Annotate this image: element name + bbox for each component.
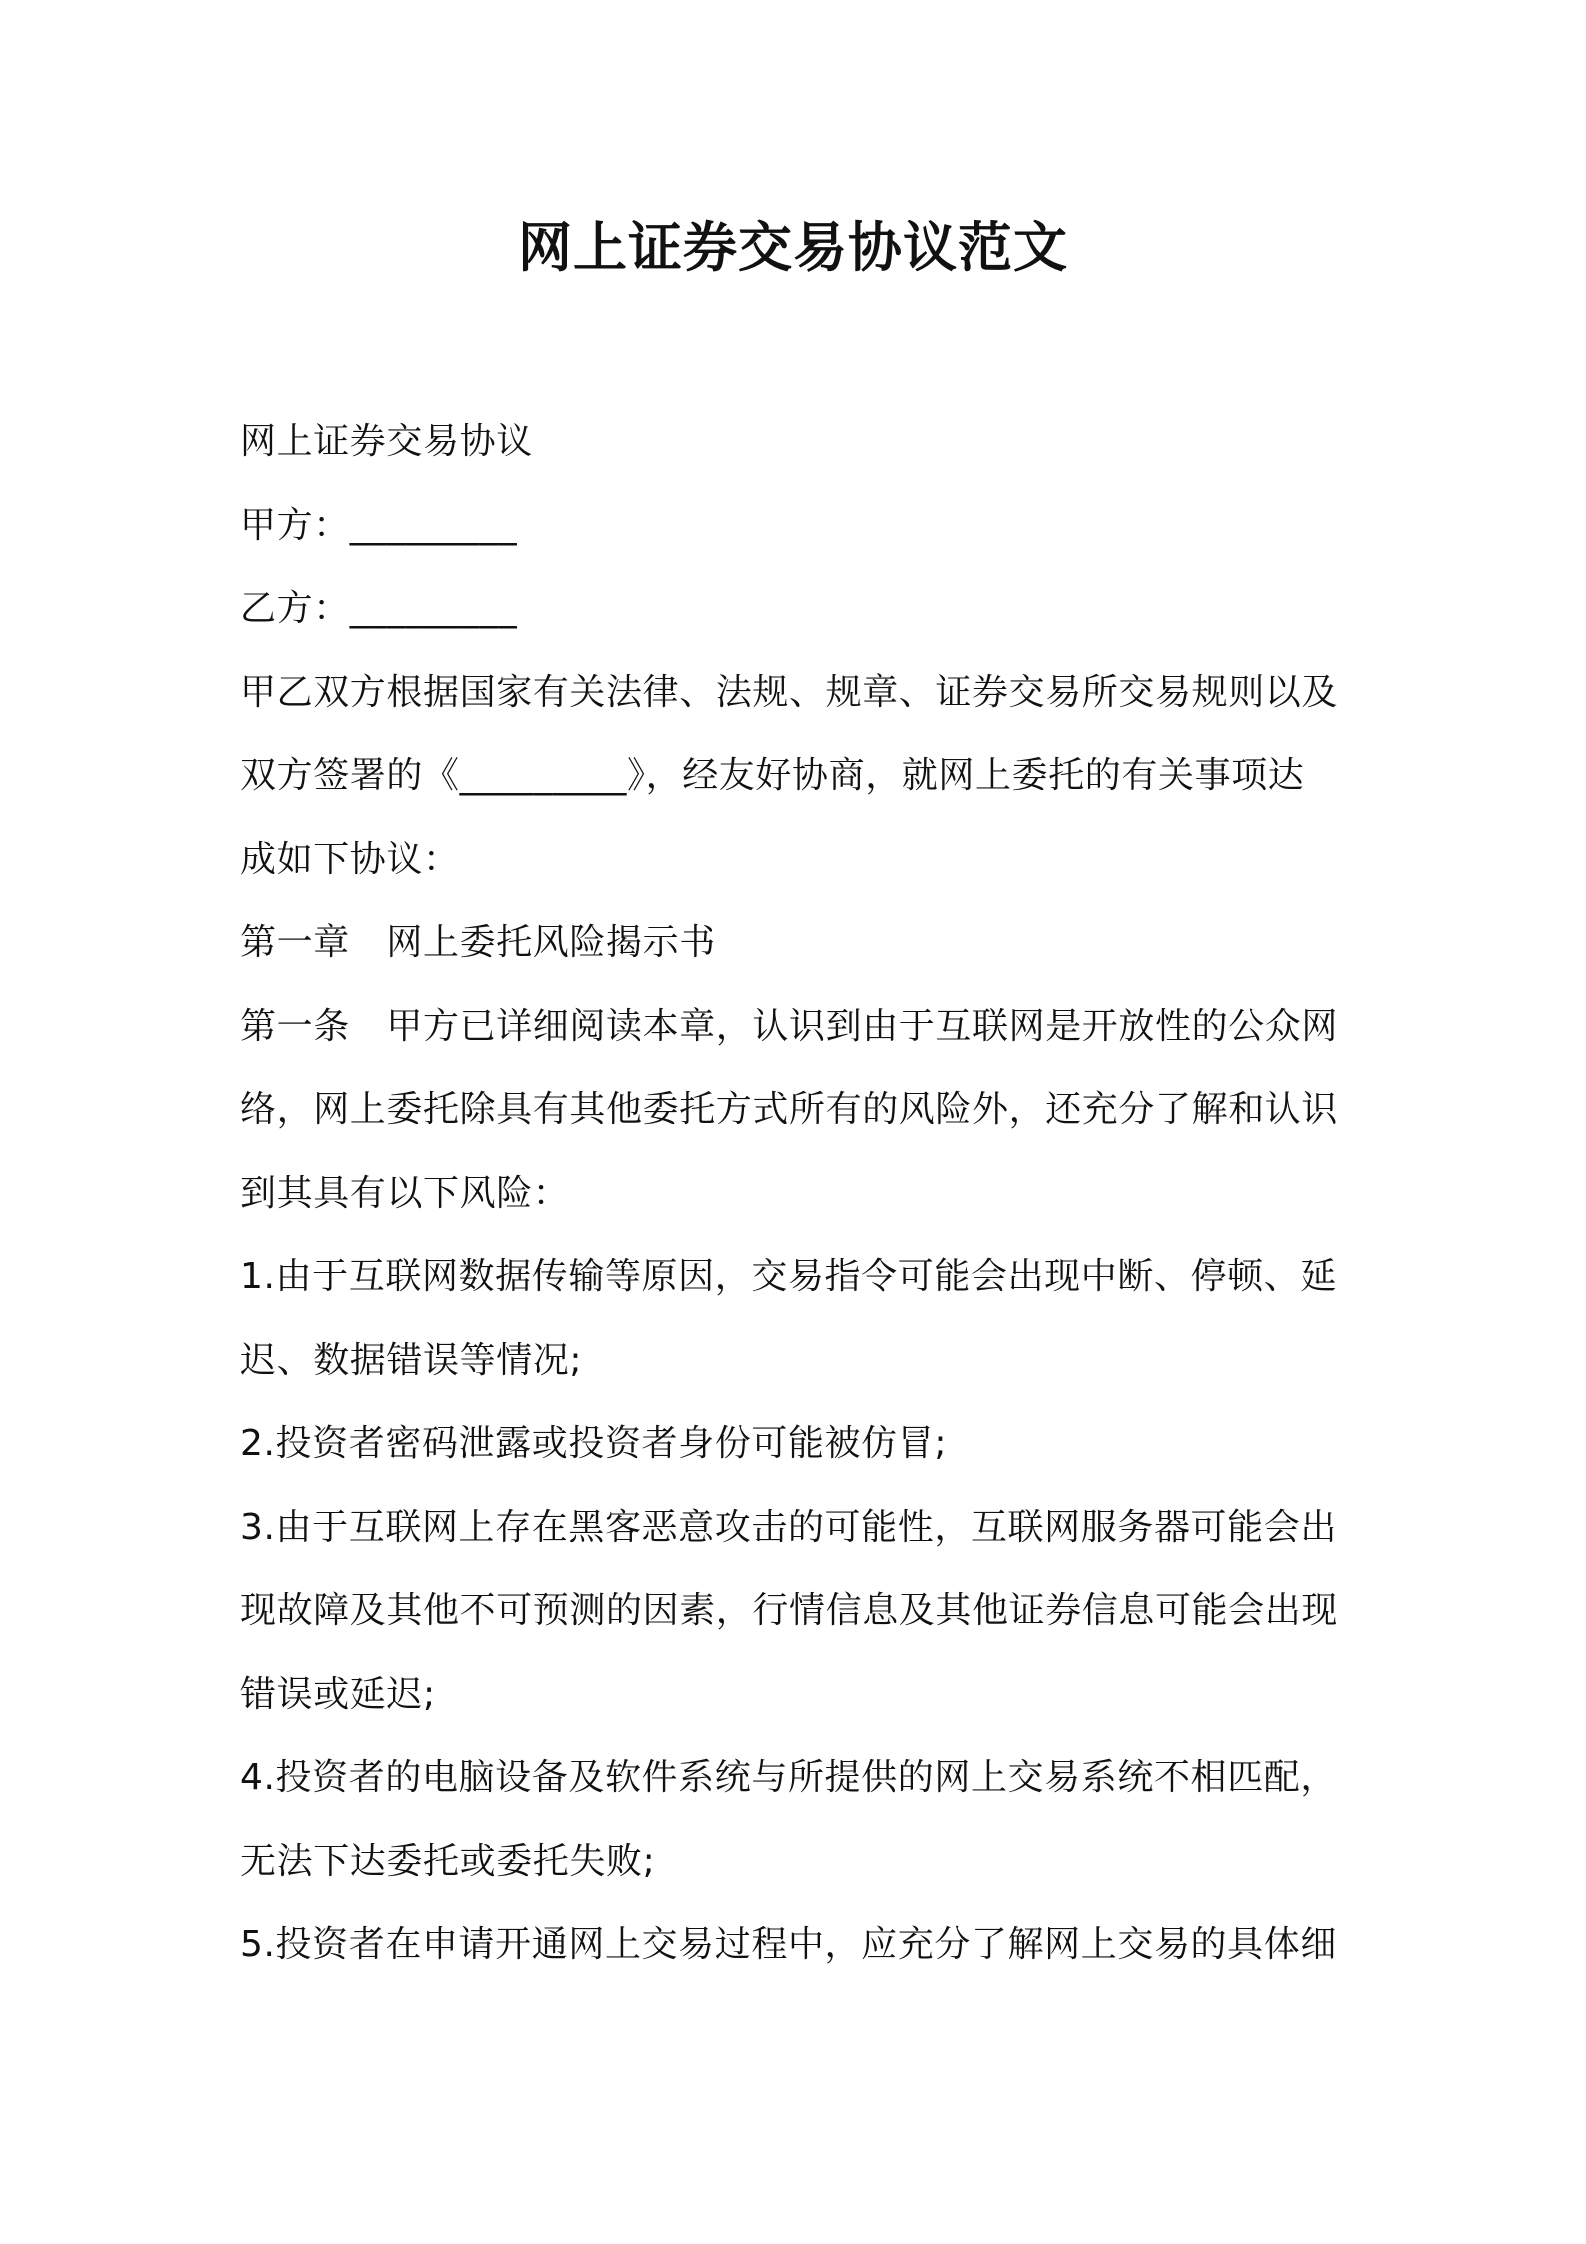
risk-item-line: 无法下达委托或委托失败; [240, 1840, 656, 1882]
paragraph-line: 成如下协议： [240, 838, 460, 880]
risk-item-line: 1.由于互联网数据传输等原因，交易指令可能会出现中断、停顿、延 [240, 1256, 1337, 1297]
paragraph-line: 甲乙双方根据国家有关法律、法规、规章、证券交易所交易规则以及 [240, 671, 1339, 713]
paragraph-line: 双方签署的《_________》，经友好协商，就网上委托的有关事项达 [240, 755, 1305, 796]
document-body [240, 400, 1360, 1987]
risk-item-line: 现故障及其他不可预测的因素，行情信息及其他证券信息可能会出现 [240, 1590, 1339, 1631]
document-title: 网上证券交易协议范文 [518, 216, 1068, 279]
risk-item-line: 错误或延迟; [240, 1673, 436, 1715]
article-line: 第一条 甲方已详细阅读本章，认识到由于互联网是开放性的公众网 [240, 1005, 1339, 1047]
risk-item-line: 3.由于互联网上存在黑客恶意攻击的可能性，互联网服务器可能会出 [240, 1506, 1337, 1548]
risk-item-line: 5.投资者在申请开通网上交易过程中，应充分了解网上交易的具体细 [240, 1924, 1337, 1965]
risk-item-line: 4.投资者的电脑设备及软件系统与所提供的网上交易系统不相匹配， [240, 1757, 1337, 1798]
risk-item-line: 2.投资者密码泄露或投资者身份可能被仿冒; [240, 1423, 948, 1464]
party-a-line: 甲方：_________ [240, 504, 518, 546]
article-line: 络，网上委托除具有其他委托方式所有的风险外，还充分了解和认识 [240, 1089, 1339, 1130]
article-line: 到其具有以下风险： [240, 1172, 570, 1214]
risk-item-line: 迟、数据错误等情况; [240, 1339, 583, 1381]
agreement-heading: 网上证券交易协议 [240, 421, 533, 462]
chapter-heading: 第一章 网上委托风险揭示书 [240, 922, 716, 963]
party-b-line: 乙方：_________ [240, 588, 518, 629]
